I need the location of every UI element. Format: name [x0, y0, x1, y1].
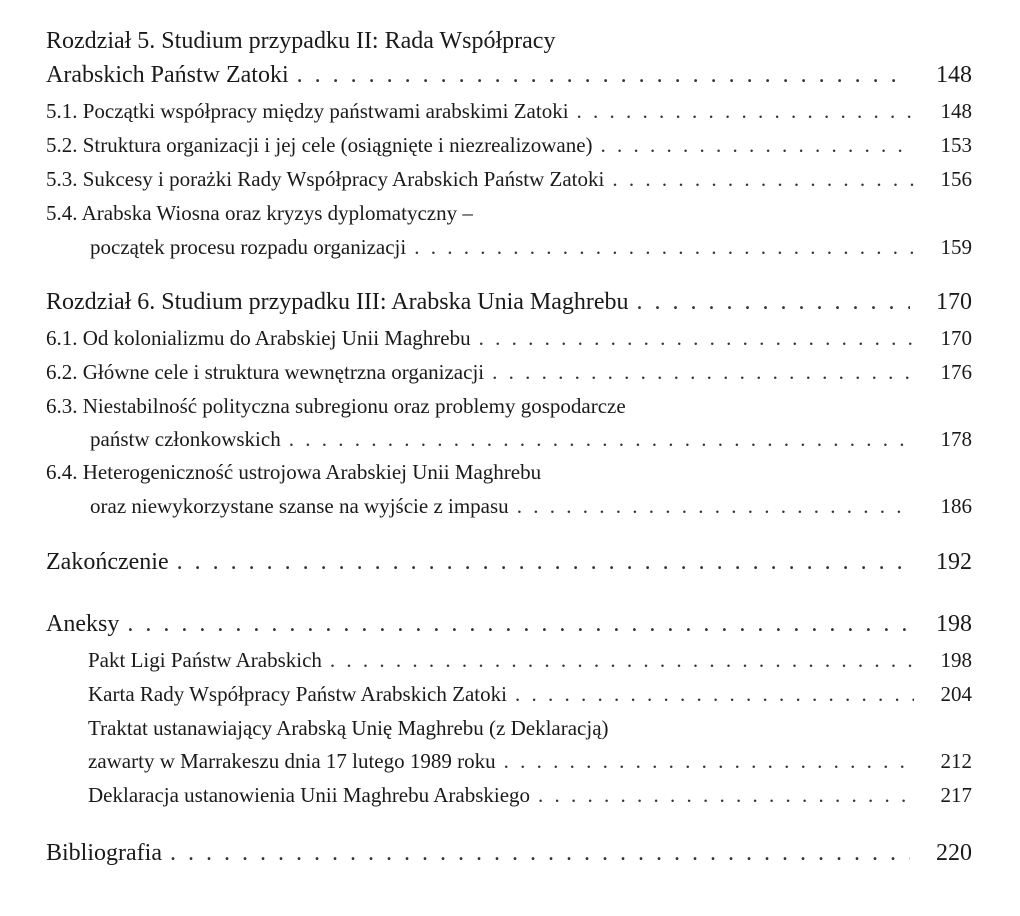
section-title: 6.2. Główne cele i struktura wewnętrzna organizacji [46, 360, 485, 384]
page-number: 198 [936, 611, 972, 637]
toc-entry-bibliography[interactable] [46, 840, 972, 867]
chapter-title: Rozdział 5. Studium przypadku II: Rada Współpracy [46, 28, 556, 54]
section-title: 5.2. Struktura organizacji i jej cele (osiągnięte i niezrealizowane) [46, 133, 593, 157]
section-title: 5.4. Arabska Wiosna oraz kryzys dyplomatyczny – [46, 201, 473, 225]
page-number: 204 [940, 682, 972, 706]
section-title: 6.3. Niestabilność polityczna subregionu oraz problemy gospodarcze [46, 394, 626, 418]
dot-leader [297, 62, 910, 89]
page-number: 148 [936, 62, 972, 88]
toc-entry-annexes[interactable] [46, 611, 972, 638]
page-number: 148 [940, 99, 972, 123]
section-title: Karta Rady Współpracy Państw Arabskich Zatoki [88, 682, 507, 706]
dot-leader [601, 133, 914, 158]
toc-entry-5-2[interactable] [46, 133, 972, 158]
page-number: 220 [936, 840, 972, 866]
chapter-title: Aneksy [46, 611, 120, 637]
chapter-title: Arabskich Państw Zatoki [46, 62, 289, 88]
toc-entry-6-1[interactable] [46, 326, 972, 351]
section-title: 6.1. Od kolonializmu do Arabskiej Unii Maghrebu [46, 326, 471, 350]
page-number: 176 [940, 360, 972, 384]
toc-entry-chapter-6[interactable] [46, 289, 972, 316]
toc-entry-6-3[interactable] [90, 427, 972, 452]
dot-leader [517, 494, 914, 519]
page-number: 156 [940, 167, 972, 191]
page-number: 170 [940, 326, 972, 350]
page-number: 217 [940, 783, 972, 807]
dot-leader [492, 360, 914, 385]
toc-entry-5-4-line1[interactable] [46, 201, 473, 226]
page-number: 153 [940, 133, 972, 157]
dot-leader [479, 326, 914, 351]
section-title: Deklaracja ustanowienia Unii Maghrebu Arabskiego [88, 783, 531, 807]
toc-entry-annex-3[interactable] [88, 749, 972, 774]
section-title: 6.4. Heterogeniczność ustrojowa Arabskiej Unii Maghrebu [46, 460, 542, 484]
toc-entry-5-3[interactable] [46, 167, 972, 192]
section-title: początek procesu rozpadu organizacji [90, 235, 407, 259]
toc-entry-5-1[interactable] [46, 99, 972, 124]
page-number: 170 [936, 289, 972, 315]
dot-leader [330, 648, 914, 673]
toc-entry-annex-2[interactable] [88, 682, 972, 707]
dot-leader [414, 235, 914, 260]
section-title: Traktat ustanawiający Arabską Unię Maghrebu (z Deklaracją) [88, 716, 609, 740]
toc-entry-chapter-5-heading[interactable] [46, 28, 555, 55]
dot-leader [177, 549, 910, 576]
toc-entry-6-4[interactable] [90, 494, 972, 519]
toc-entry-6-2[interactable] [46, 360, 972, 385]
dot-leader [612, 167, 914, 192]
toc-entry-6-4-line1[interactable] [46, 460, 541, 485]
dot-leader [289, 427, 914, 452]
page-number: 178 [940, 427, 972, 451]
toc-entry-conclusion[interactable] [46, 549, 972, 576]
toc-entry-6-3-line1[interactable] [46, 394, 626, 419]
section-title: oraz niewykorzystane szanse na wyjście z impasu [90, 494, 509, 518]
toc-entry-annex-3-line1[interactable] [88, 716, 609, 741]
toc-entry-chapter-5[interactable] [46, 62, 972, 89]
dot-leader [538, 783, 914, 808]
chapter-title: Zakończenie [46, 549, 169, 575]
dot-leader [637, 289, 910, 316]
dot-leader [170, 840, 910, 867]
chapter-title: Rozdział 6. Studium przypadku III: Arabska Unia Maghrebu [46, 289, 629, 315]
page-number: 192 [936, 549, 972, 575]
dot-leader [127, 611, 910, 638]
toc-entry-5-4[interactable] [90, 235, 972, 260]
section-title: 5.3. Sukcesy i porażki Rady Współpracy Arabskich Państw Zatoki [46, 167, 605, 191]
chapter-title: Bibliografia [46, 840, 162, 866]
page-number: 186 [940, 494, 972, 518]
toc-entry-annex-4[interactable] [88, 783, 972, 808]
section-title: Pakt Ligi Państw Arabskich [88, 648, 322, 672]
section-title: państw członkowskich [90, 427, 281, 451]
toc-entry-annex-1[interactable] [88, 648, 972, 673]
dot-leader [504, 749, 914, 774]
dot-leader [577, 99, 914, 124]
dot-leader [515, 682, 914, 707]
page-number: 159 [940, 235, 972, 259]
page-number: 198 [940, 648, 972, 672]
section-title: 5.1. Początki współpracy między państwami arabskimi Zatoki [46, 99, 569, 123]
page-number: 212 [940, 749, 972, 773]
section-title: zawarty w Marrakeszu dnia 17 lutego 1989 roku [88, 749, 496, 773]
